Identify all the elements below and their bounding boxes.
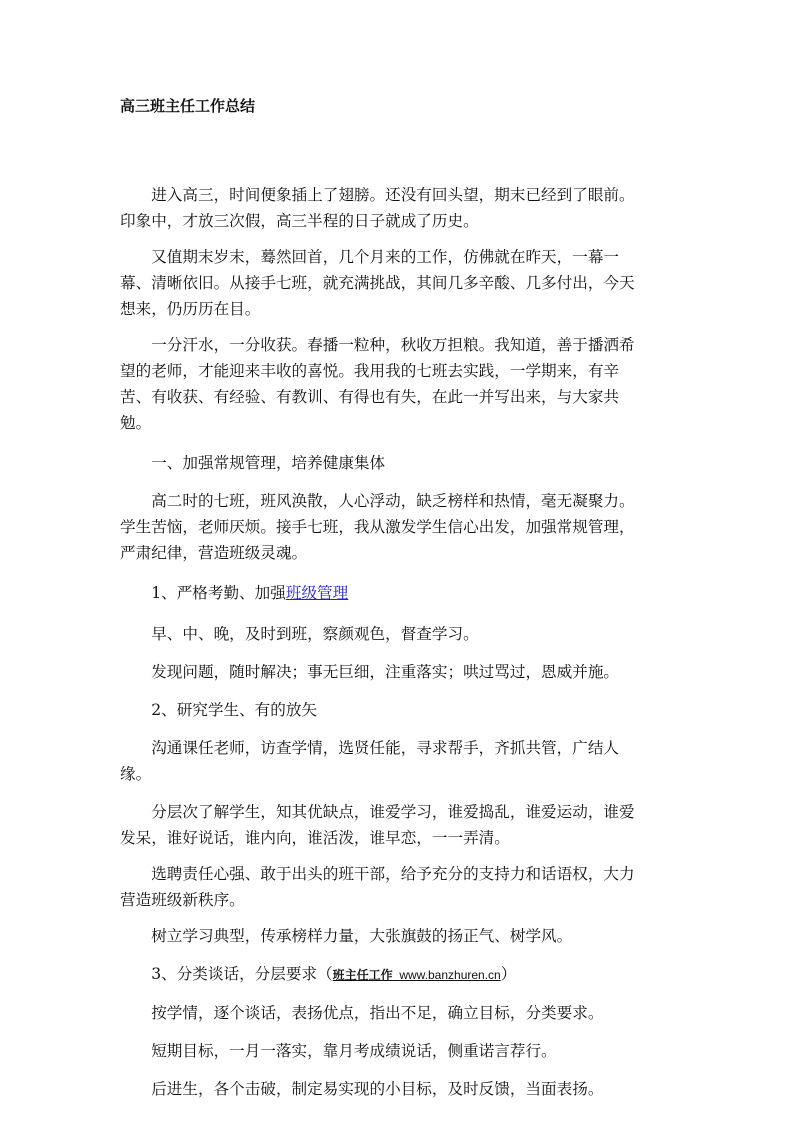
- subsection-heading: [120, 580, 636, 606]
- class-management-link[interactable]: 班级管理: [285, 584, 349, 602]
- paragraph: 又值期末岁末，蓦然回首，几个月来的工作，仿佛就在昨天，一幕一幕、清晰依旧。从接手七班，就充满挑战，其间几多辛酸、几多付出，今天想来，仍历历在目。: [120, 248, 635, 318]
- source-link[interactable]: [333, 968, 501, 982]
- paragraph: 后进生，各个击破，制定易实现的小目标，及时反馈，当面表扬。: [151, 1080, 604, 1098]
- subsection-heading: [120, 961, 636, 988]
- section-heading: 一、加强常规管理，培养健康集体: [151, 454, 386, 472]
- paragraph: 一分汗水，一分收获。春播一粒种，秋收万担粮。我知道，善于播洒希望的老师，才能迎来丰收的喜悦。我用我的七班去实践，一学期来，有辛苦、有收获、有经验、有教训、有得也有失，在此一并写出来，与大家共勉。: [120, 336, 635, 432]
- paragraph: 分层次了解学生，知其优缺点，谁爱学习，谁爱捣乱，谁爱运动，谁爱发呆，谁好说话，谁内向，谁活泼，谁早恋，一一弄清。: [120, 803, 635, 847]
- paragraph: 沟通课任老师，访查学情，选贤任能，寻求帮手，齐抓共管，广结人缘。: [120, 739, 620, 783]
- paragraph: 按学情，逐个谈话，表扬优点，指出不足，确立目标，分类要求。: [151, 1004, 604, 1022]
- paragraph: 早、中、晚，及时到班，察颜观色，督查学习。: [151, 625, 479, 643]
- document-page: [120, 96, 636, 1114]
- paragraph: 短期目标，一月一落实，靠月考成绩说话，侧重诺言荐行。: [151, 1042, 557, 1060]
- paragraph: 选聘责任心强、敢于出头的班干部，给予充分的支持力和话语权，大力营造班级新秩序。: [120, 865, 635, 909]
- subsection-prefix: 1、严格考勤、加强: [151, 584, 286, 602]
- subsection-suffix: ）: [500, 965, 517, 983]
- source-name: 班主任工作: [332, 968, 393, 982]
- paragraph: 树立学习典型，传承榜样力量，大张旗鼓的扬正气、树学风。: [151, 927, 573, 945]
- subsection-prefix: 3、分类谈话，分层要求（: [151, 965, 333, 983]
- paragraph: 发现问题，随时解决；事无巨细，注重落实；哄过骂过，恩威并施。: [151, 663, 620, 681]
- source-url: www.banzhuren.cn: [399, 968, 501, 982]
- document-title: 高三班主任工作总结: [120, 98, 256, 115]
- paragraph: 进入高三，时间便象插上了翅膀。还没有回头望，期末已经到了眼前。印象中，才放三次假，高三半程的日子就成了历史。: [120, 186, 635, 230]
- subsection-heading: 2、研究学生、有的放矢: [151, 701, 318, 719]
- paragraph: 高二时的七班，班风涣散，人心浮动，缺乏榜样和热情，毫无凝聚力。学生苦恼，老师厌烦。接手七班，我从激发学生信心出发，加强常规管理，严肃纪律，营造班级灵魂。: [120, 492, 635, 562]
